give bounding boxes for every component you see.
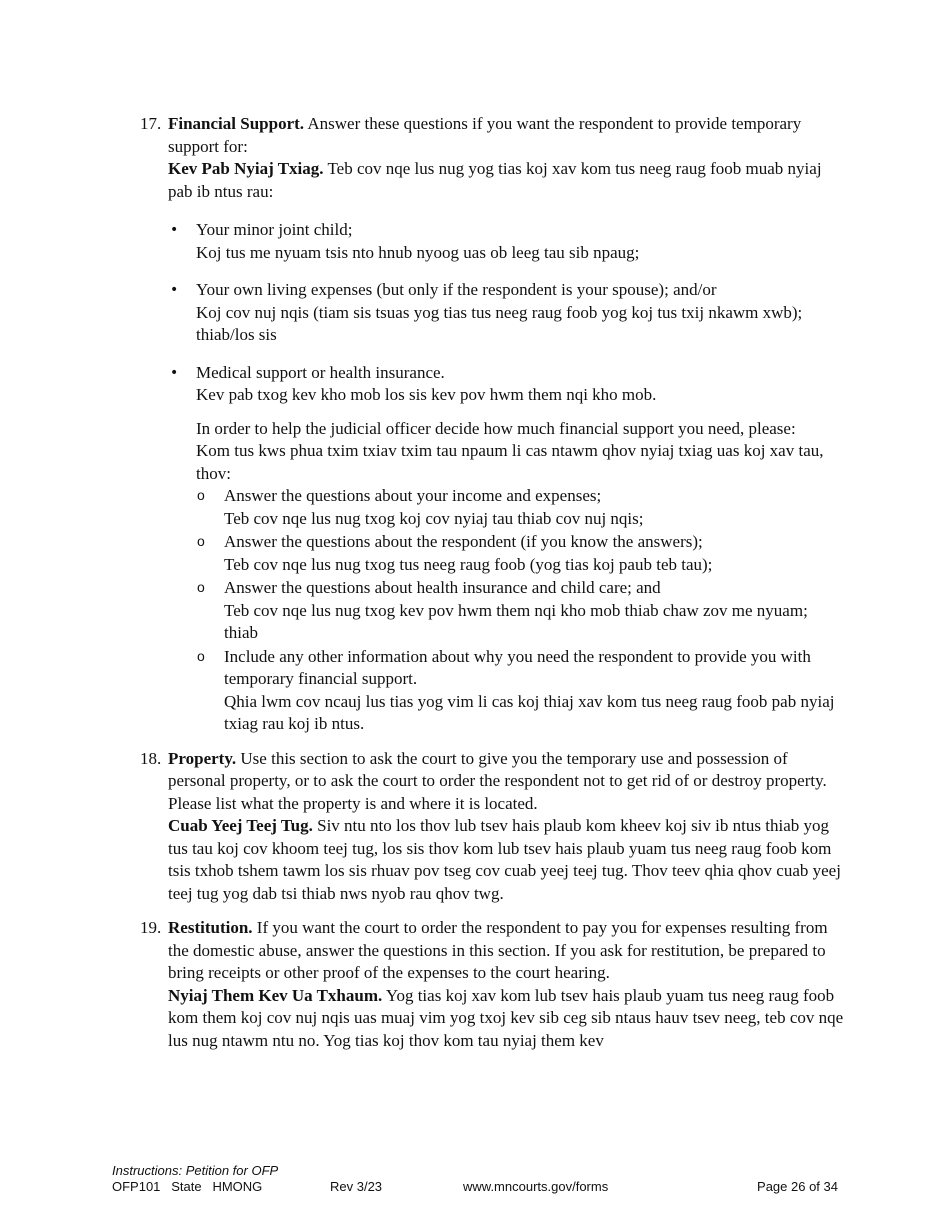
footer-row (112, 1179, 842, 1195)
subitem-en: o Answer the questions about health insurance and child care; and (224, 578, 661, 597)
support-types-list (140, 219, 845, 407)
section-heading: Restitution. (168, 918, 253, 937)
subitem-hmong: Qhia lwm cov ncauj lus tias yog vim li cas koj thiaj xav kom tus neeg raug foob pab nyiaj txiag rau koj ib ntus. (224, 691, 835, 733)
section-intro-hmong-text: Siv ntu nto los thov lub tsev hais plaub kom kheev koj siv ib ntus thiab yog tus tau koj cov khoom teej tug, los sis thov kom lub tsev hais plaub yuam tus neeg raug foob kom tsis txhob tshem tawm los sis rhuav pov tseg cov cuab yeej teej tug. Thov teev qhia qhov cuab yeej teej tug yog dab tsi thiab nws nyob rau qhov twg. (168, 816, 841, 903)
bullet-en: • Your minor joint child; (196, 220, 353, 239)
section-financial-support (140, 113, 845, 203)
section-heading: Property. (168, 748, 237, 768)
list-item (196, 577, 845, 645)
section-intro-en (168, 748, 845, 816)
section-number: 18. (140, 748, 162, 768)
section-heading-hmong: Cuab Yeej Teej Tug. (168, 816, 313, 835)
list-item (168, 362, 845, 407)
section-heading: Financial Support. (168, 114, 305, 133)
section-intro-text: Answer these questions if you want the respondent to provide temporary support for: (168, 114, 802, 156)
document-body (140, 113, 845, 1064)
section-heading-hmong: Kev Pab Nyiaj Txiag. (168, 159, 324, 178)
section-intro-hmong-text: Teb cov nqe lus nug yog tias koj xav kom tus neeg raug foob muab nyiaj pab ib ntus rau: (168, 159, 822, 201)
footer-form-id: OFP101 State HMONG (112, 1179, 263, 1194)
section-intro-text: Use this section to ask the court to give you the temporary use and possession of personal property, or to ask the court to order the respondent not to get rid of or destroy property. Please list what the property is and where it is located. (168, 748, 827, 813)
subitem-hmong: Teb cov nqe lus nug txog kev pov hwm them nqi kho mob thiab chaw zov me nyuam; thiab (224, 600, 808, 642)
subitem-en: o Answer the questions about your income and expenses; (224, 486, 602, 505)
bullet-hmong: Koj cov nuj nqis (tiam sis tsuas yog tias tus neeg raug foob yog koj tus txij nkawm xwb); thiab/los sis (196, 302, 803, 344)
footer-page-number: Page 26 of 34 (757, 1179, 838, 1194)
section-restitution (140, 917, 845, 1052)
subitem-en: o Answer the questions about the respondent (if you know the answers); (224, 532, 703, 551)
section-intro-hmong (168, 158, 845, 203)
page-footer (112, 1163, 842, 1195)
help-text-hmong: Kom tus kws phua txim txiav txim tau npaum li cas ntawm qhov nyiaj txiag uas koj xav tau, thov: (196, 441, 824, 483)
list-item (168, 279, 845, 347)
footer-url: www.mncourts.gov/forms (463, 1179, 609, 1194)
bullet-en: • Medical support or health insurance. (196, 362, 445, 382)
section-property (140, 748, 845, 906)
section-number: 19. (140, 918, 162, 937)
section-intro-hmong-text: Yog tias koj xav kom lub tsev hais plaub yuam tus neeg raug foob kom them koj cov nuj nqis uas muaj vim yog txoj kev sib ceg sib ntaus hauv tsev neeg, teb cov nqe lus nug ntawm ntu no. Yog tias koj thov kom tau nyiaj them kev (168, 985, 844, 1050)
section-intro-en (168, 113, 845, 158)
section-heading-hmong: Nyiaj Them Kev Ua Txhaum. (168, 985, 383, 1005)
section-intro-hmong (168, 815, 845, 905)
bullet-en: • Your own living expenses (but only if the respondent is your spouse); and/or (196, 280, 717, 299)
footer-revision: Rev 3/23 (330, 1179, 383, 1194)
help-text-en: In order to help the judicial officer decide how much financial support you need, please: (196, 418, 796, 438)
list-item (196, 646, 845, 736)
list-item (196, 485, 845, 530)
bullet-hmong: Koj tus me nyuam tsis nto hnub nyoog uas ob leeg tau sib npaug; (196, 242, 640, 262)
subitem-hmong: Teb cov nqe lus nug txog koj cov nyiaj tau thiab cov nuj nqis; (224, 508, 644, 528)
help-paragraph (140, 418, 845, 486)
subitem-hmong: Teb cov nqe lus nug txog tus neeg raug foob (yog tias koj paub teb tau); (224, 554, 713, 574)
subitem-en: o Include any other information about why you need the respondent to provide you with temporary financial support. (224, 646, 811, 688)
section-intro-en (168, 917, 845, 985)
section-intro-hmong (168, 985, 845, 1053)
section-number: 17. (140, 114, 162, 133)
footer-title: Instructions: Petition for OFP (112, 1163, 279, 1178)
list-item (196, 531, 845, 576)
instructions-sublist (140, 485, 845, 736)
bullet-hmong: Kev pab txog kev kho mob los sis kev pov hwm them nqi kho mob. (196, 385, 657, 404)
section-intro-text: If you want the court to order the respondent to pay you for expenses resulting from the domestic abuse, answer the questions in this section. If you ask for restitution, be prepared to bring receipts or other proof of the expenses to the court hearing. (168, 918, 828, 982)
list-item (168, 219, 845, 264)
